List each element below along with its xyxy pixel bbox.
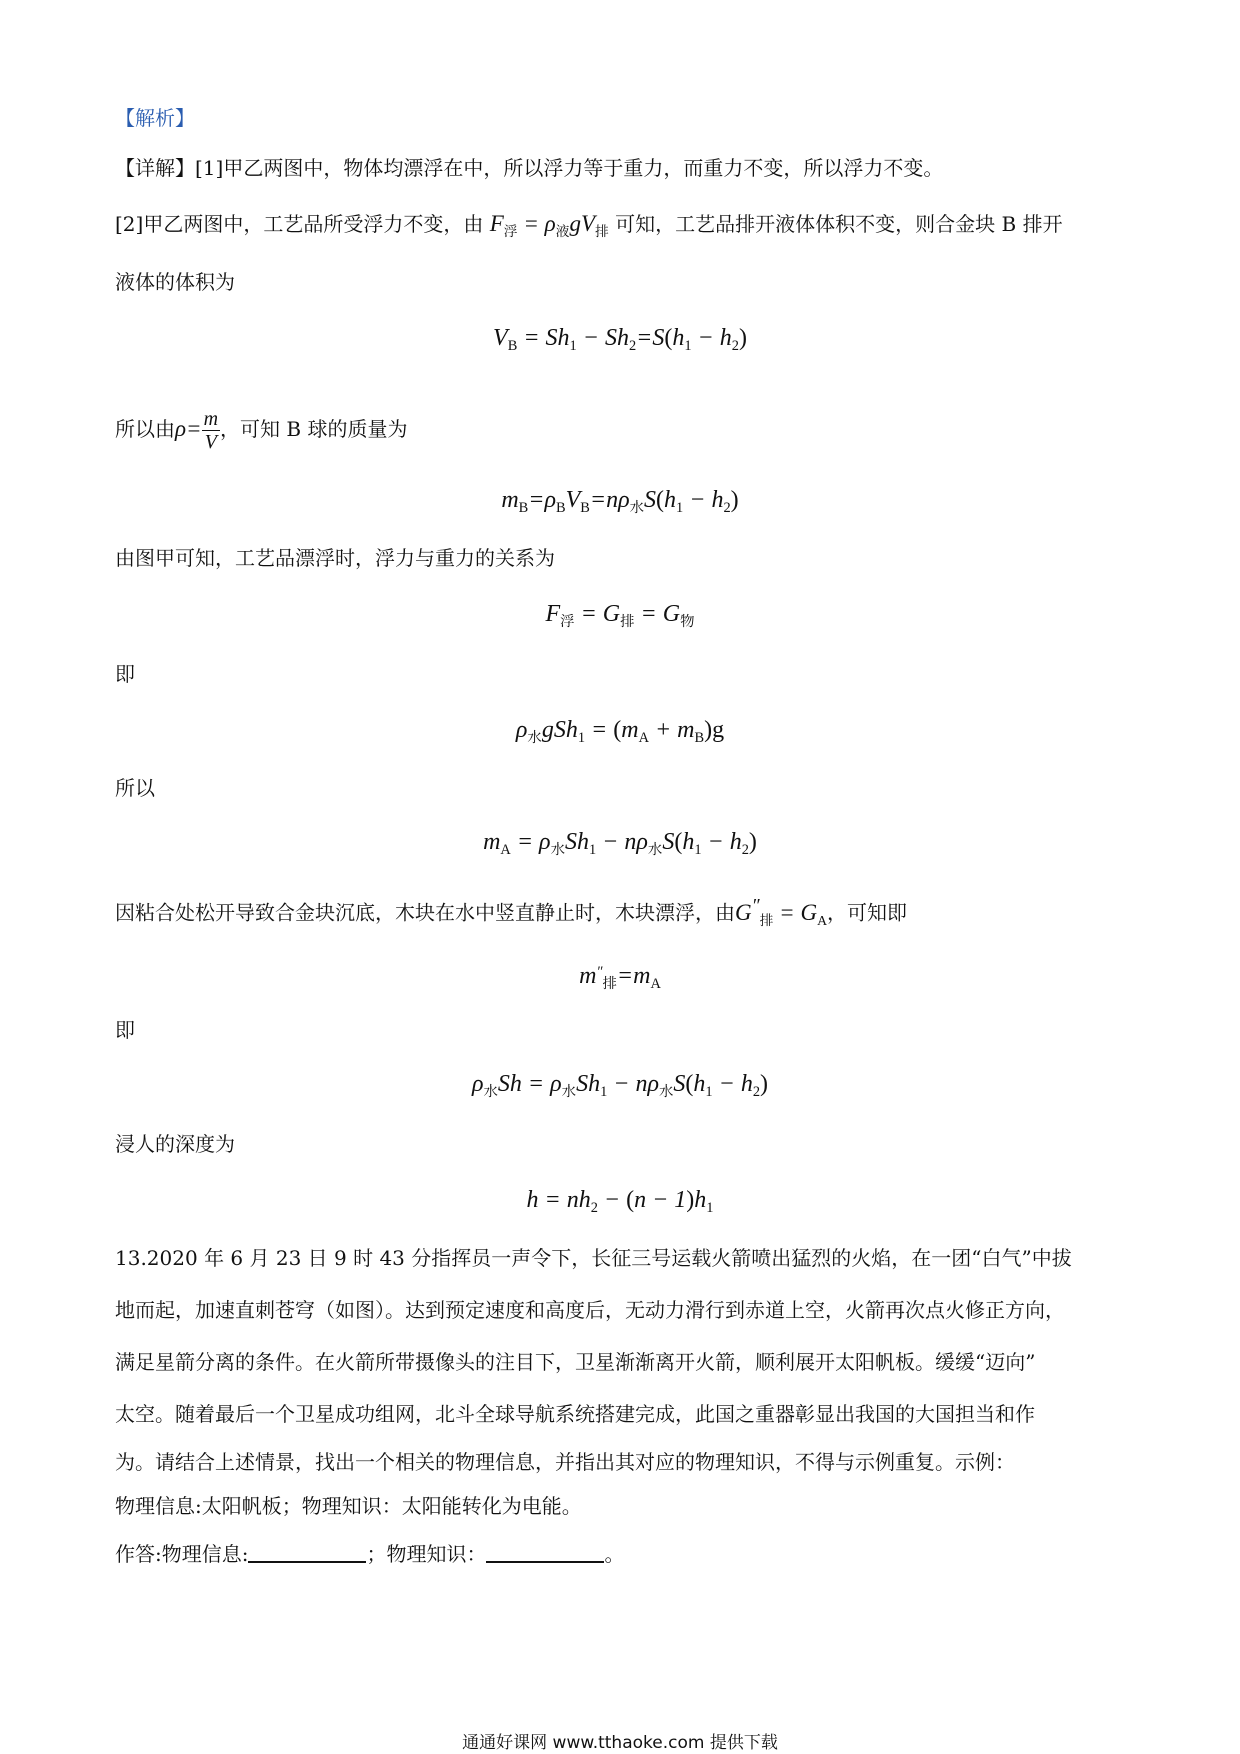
question-13-line-4: 太空。随着最后一个卫星成功组网，北斗全球导航系统搭建完成，此国之重器彰显出我国的大国担当和作 bbox=[115, 1402, 1035, 1426]
detail-line-10: 浸人的深度为 bbox=[115, 1132, 235, 1156]
text: 所以由 bbox=[115, 417, 175, 441]
equation-depth-balance: $\rho_水Sh = \rho_水Sh_1 - n\rho_水S(h_1 - h_2)$ bbox=[471, 1071, 769, 1101]
answer-end: 。 bbox=[604, 1542, 625, 1566]
answer-line bbox=[115, 1540, 624, 1568]
question-13-line-1: 13.2020 年 6 月 23 日 9 时 43 分指挥员一声令下，长征三号运载火箭喷出猛烈的火焰，在一团“白气”中拔 bbox=[115, 1246, 1072, 1270]
detail-line-1 bbox=[115, 154, 943, 182]
question-13-line-3: 满足星箭分离的条件。在火箭所带摄像头的注目下，卫星渐渐离开火箭，顺利展开太阳帆板。缓缓“迈向” bbox=[115, 1350, 1036, 1374]
equation-mass-b: $m_B=\rho_BV_B=n\rho_水S(h_1 - h_2)$ bbox=[501, 487, 739, 517]
text: ，可知即 bbox=[827, 900, 908, 925]
detail-label: 【详解】 bbox=[115, 156, 195, 180]
detail-line-3: 液体的体积为 bbox=[115, 270, 235, 294]
buoyancy-formula: $F_浮 = \rho_液gV_排$ bbox=[489, 211, 609, 239]
equation-displaced-mass: $m''_排=m_A$ bbox=[579, 963, 661, 993]
detail-line-7: 所以 bbox=[115, 776, 155, 800]
equation-depth: $h = nh_2 - (n - 1)h_1$ bbox=[526, 1187, 714, 1217]
answer-label: ；物理知识： bbox=[366, 1542, 487, 1566]
question-13-line-6: 物理信息:太阳帆板；物理知识：太阳能转化为电能。 bbox=[115, 1494, 582, 1518]
section-heading: 【解析】 bbox=[115, 106, 195, 130]
text: [2]甲乙两图中，工艺品所受浮力不变，由 bbox=[115, 212, 484, 236]
answer-blank-info[interactable] bbox=[248, 1541, 366, 1563]
equation-mass-a: $m_A = \rho_水Sh_1 - n\rho_水S(h_1 - h_2)$ bbox=[483, 829, 757, 859]
detail-line-9: 即 bbox=[115, 1018, 135, 1042]
detail-line-5: 由图甲可知，工艺品漂浮时，浮力与重力的关系为 bbox=[115, 546, 555, 570]
footer: 通通好课网 www.tthaoke.com 提供下载 bbox=[462, 1733, 778, 1753]
text: 因粘合处松开导致合金块沉底，木块在水中竖直静止时，木块漂浮，由 bbox=[115, 900, 735, 925]
equation-volume-b: $V_B = Sh_1 - Sh_2=S(h_1 - h_2)$ bbox=[493, 325, 747, 355]
displacement-formula: $G''_排 = G_A$ bbox=[735, 895, 828, 928]
answer-part-1: [1]甲乙两图中，物体均漂浮在中，所以浮力等于重力，而重力不变，所以浮力不变。 bbox=[195, 156, 944, 180]
text: ，可知 B 球的质量为 bbox=[220, 417, 408, 441]
detail-line-2 bbox=[115, 210, 1063, 246]
text: 可知，工艺品排开液体体积不变，则合金块 B 排开 bbox=[615, 212, 1063, 236]
answer-blank-knowledge[interactable] bbox=[486, 1541, 604, 1563]
density-formula: ρ= bbox=[175, 416, 202, 441]
question-13-line-5: 为。请结合上述情景，找出一个相关的物理信息，并指出其对应的物理知识，不得与示例重复。示例： bbox=[115, 1450, 1015, 1474]
question-13-line-2: 地而起，加速直刺苍穹（如图）。达到预定速度和高度后，无动力滑行到赤道上空，火箭再次点火修正方向， bbox=[115, 1298, 1065, 1322]
detail-line-6: 即 bbox=[115, 662, 135, 686]
equation-float: $F_浮 = G_排 = G_物$ bbox=[545, 601, 695, 631]
detail-line-8 bbox=[115, 892, 907, 934]
answer-label: 作答:物理信息: bbox=[115, 1542, 249, 1566]
detail-line-4 bbox=[115, 408, 407, 453]
fraction-m-over-v: $\frac{m}{V}$ bbox=[203, 408, 219, 453]
equation-balance: $\rho_水gSh_1 = (m_A + m_B)g$ bbox=[515, 717, 725, 747]
